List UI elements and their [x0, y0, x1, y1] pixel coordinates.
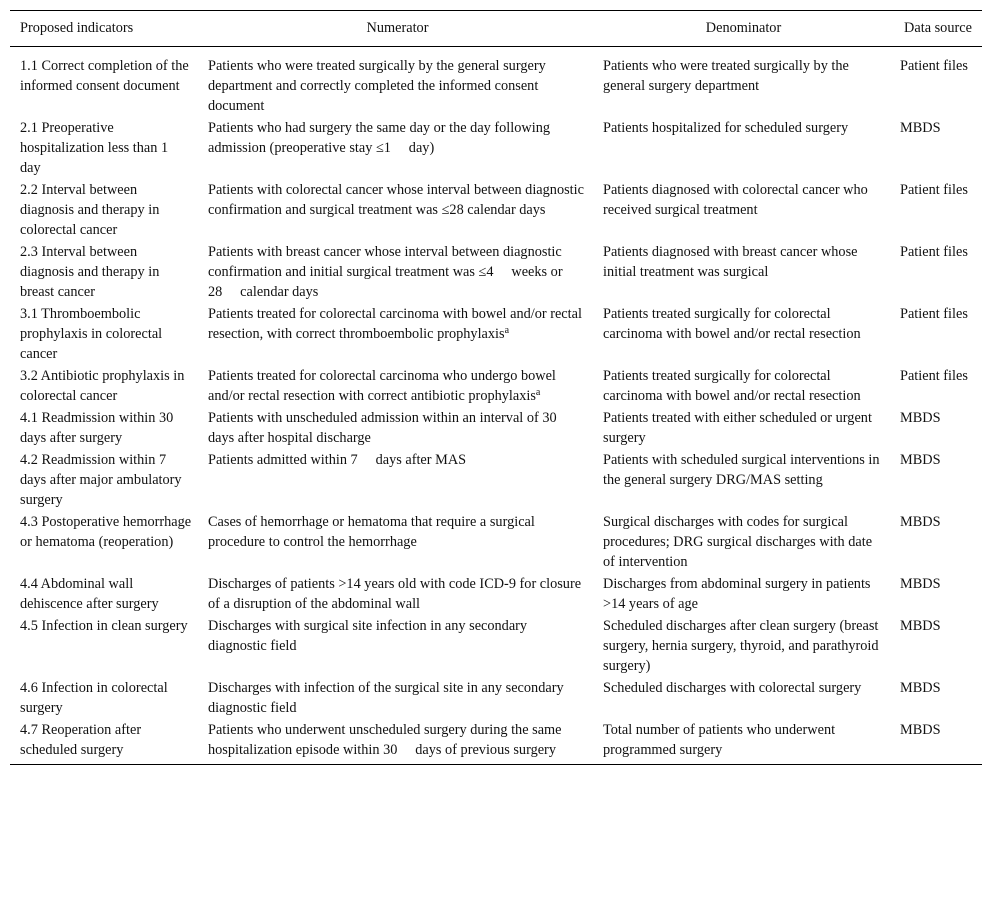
data-source-cell — [890, 408, 982, 450]
table-row — [10, 408, 982, 450]
numerator-cell — [198, 678, 593, 720]
indicator-cell-text: 2.3 Interval between diagnosis and therapy in breast cancer — [20, 244, 160, 300]
indicator-cell-text: 4.4 Abdominal wall dehiscence after surgery — [20, 576, 159, 612]
denominator-cell-text: Discharges from abdominal surgery in patients >14 years of age — [603, 576, 871, 612]
data-source-cell — [890, 720, 982, 765]
numerator-cell — [198, 366, 593, 408]
table-row — [10, 450, 982, 512]
numerator-cell-text: Patients with breast cancer whose interval between diagnostic confirmation and initial surgical treatment was ≤4 weeks or 28 calendar days — [208, 244, 563, 300]
footnote-marker: a — [504, 325, 510, 336]
indicator-cell-text: 2.1 Preoperative hospitalization less than 1 day — [20, 120, 169, 176]
indicator-cell-text: 4.2 Readmission within 7 days after major ambulatory surgery — [20, 452, 182, 508]
table-row — [10, 304, 982, 366]
numerator-cell-text: Discharges of patients >14 years old with code ICD-9 for closure of a disruption of the abdominal wall — [208, 576, 582, 612]
table-row — [10, 180, 982, 242]
header-data-source: Data source — [904, 20, 972, 36]
indicator-cell-text: 3.1 Thromboembolic prophylaxis in colorectal cancer — [20, 306, 163, 362]
denominator-cell-text: Scheduled discharges with colorectal surgery — [603, 680, 862, 696]
numerator-cell — [198, 118, 593, 180]
denominator-cell — [593, 574, 890, 616]
table-row — [10, 616, 982, 678]
indicator-cell — [10, 616, 198, 678]
data-source-cell-text: MBDS — [900, 722, 941, 738]
denominator-cell — [593, 242, 890, 304]
data-source-cell — [890, 450, 982, 512]
denominator-cell — [593, 450, 890, 512]
denominator-cell-text: Patients hospitalized for scheduled surgery — [603, 120, 849, 136]
denominator-cell — [593, 47, 890, 119]
denominator-cell-text: Patients treated with either scheduled or urgent surgery — [603, 410, 872, 446]
table-row — [10, 366, 982, 408]
data-source-cell — [890, 304, 982, 366]
header-numerator: Numerator — [366, 20, 429, 36]
numerator-cell — [198, 408, 593, 450]
numerator-cell — [198, 304, 593, 366]
denominator-cell-text: Surgical discharges with codes for surgical procedures; DRG surgical discharges with date of intervention — [603, 514, 873, 570]
indicator-cell-text: 4.5 Infection in clean surgery — [20, 618, 188, 634]
indicator-cell — [10, 450, 198, 512]
data-source-cell-text: Patient files — [900, 368, 968, 384]
numerator-cell-text: Patients with colorectal cancer whose interval between diagnostic confirmation and surgical treatment was ≤28 calendar days — [208, 182, 584, 218]
data-source-cell — [890, 180, 982, 242]
numerator-cell-text: Patients who underwent unscheduled surgery during the same hospitalization episode within 30 days of previous surgery — [208, 722, 562, 758]
data-source-cell — [890, 678, 982, 720]
numerator-cell-text: Patients who had surgery the same day or the day following admission (preoperative stay ≤1 day) — [208, 120, 550, 156]
indicator-cell — [10, 512, 198, 574]
table-header — [10, 11, 982, 47]
denominator-cell-text: Patients who were treated surgically by the general surgery department — [603, 58, 849, 94]
denominator-cell — [593, 180, 890, 242]
indicator-cell — [10, 678, 198, 720]
denominator-cell-text: Patients treated surgically for colorectal carcinoma with bowel and/or rectal resection — [603, 306, 861, 342]
data-source-cell-text: MBDS — [900, 410, 941, 426]
data-source-cell — [890, 574, 982, 616]
denominator-cell-text: Patients diagnosed with breast cancer whose initial treatment was surgical — [603, 244, 858, 280]
numerator-cell-text: Discharges with surgical site infection in any secondary diagnostic field — [208, 618, 528, 654]
header-proposed-indicators: Proposed indicators — [20, 20, 134, 36]
indicator-cell-text: 2.2 Interval between diagnosis and therapy in colorectal cancer — [20, 182, 160, 238]
data-source-cell-text: Patient files — [900, 244, 968, 260]
numerator-cell-text: Patients treated for colorectal carcinoma who undergo bowel and/or rectal resection with correct antibiotic prophylaxis — [208, 368, 556, 404]
table-row — [10, 118, 982, 180]
data-source-cell-text: MBDS — [900, 514, 941, 530]
denominator-cell-text: Total number of patients who underwent programmed surgery — [603, 722, 836, 758]
data-source-cell-text: MBDS — [900, 576, 941, 592]
numerator-cell-text: Patients treated for colorectal carcinoma with bowel and/or rectal resection, with correct thromboembolic prophylaxis — [208, 306, 582, 342]
indicator-cell — [10, 304, 198, 366]
denominator-cell — [593, 512, 890, 574]
data-source-cell-text: MBDS — [900, 452, 941, 468]
numerator-cell-text: Discharges with infection of the surgical site in any secondary diagnostic field — [208, 680, 564, 716]
denominator-cell-text: Scheduled discharges after clean surgery (breast surgery, hernia surgery, thyroid, and parathyroid surgery) — [603, 618, 879, 674]
indicator-cell — [10, 720, 198, 765]
indicator-cell-text: 4.6 Infection in colorectal surgery — [20, 680, 168, 716]
numerator-cell-text: Cases of hemorrhage or hematoma that require a surgical procedure to control the hemorrhage — [208, 514, 535, 550]
denominator-cell — [593, 118, 890, 180]
indicator-cell-text: 4.3 Postoperative hemorrhage or hematoma (reoperation) — [20, 514, 192, 550]
numerator-cell — [198, 512, 593, 574]
table-row — [10, 242, 982, 304]
numerator-cell — [198, 47, 593, 119]
indicator-cell-text: 4.1 Readmission within 30 days after surgery — [20, 410, 174, 446]
data-source-cell — [890, 366, 982, 408]
indicator-cell — [10, 366, 198, 408]
denominator-cell — [593, 408, 890, 450]
footnote-marker: a — [535, 387, 541, 398]
numerator-cell-text: Patients who were treated surgically by the general surgery department and correctly completed the informed consent document — [208, 58, 546, 114]
data-source-cell — [890, 242, 982, 304]
indicator-cell — [10, 118, 198, 180]
indicator-cell-text: 3.2 Antibiotic prophylaxis in colorectal cancer — [20, 368, 185, 404]
numerator-cell — [198, 180, 593, 242]
numerator-cell — [198, 242, 593, 304]
numerator-cell — [198, 574, 593, 616]
data-source-cell — [890, 47, 982, 119]
numerator-cell — [198, 616, 593, 678]
numerator-cell-text: Patients admitted within 7 days after MAS — [208, 452, 467, 468]
denominator-cell — [593, 366, 890, 408]
data-source-cell — [890, 118, 982, 180]
table-row — [10, 678, 982, 720]
indicator-cell — [10, 242, 198, 304]
data-source-cell-text: MBDS — [900, 120, 941, 136]
denominator-cell — [593, 616, 890, 678]
denominator-cell-text: Patients with scheduled surgical interventions in the general surgery DRG/MAS setting — [603, 452, 880, 488]
table-row — [10, 720, 982, 765]
numerator-cell-text: Patients with unscheduled admission within an interval of 30 days after hospital discharge — [208, 410, 571, 446]
numerator-cell — [198, 720, 593, 765]
indicators-table — [10, 10, 982, 765]
table-body — [10, 47, 982, 765]
table-row — [10, 47, 982, 119]
indicators-table-container — [10, 10, 982, 765]
data-source-cell-text: MBDS — [900, 618, 941, 634]
denominator-cell — [593, 720, 890, 765]
denominator-cell-text: Patients treated surgically for colorectal carcinoma with bowel and/or rectal resection — [603, 368, 861, 404]
denominator-cell-text: Patients diagnosed with colorectal cancer who received surgical treatment — [603, 182, 868, 218]
indicator-cell-text: 1.1 Correct completion of the informed consent document — [20, 58, 189, 94]
denominator-cell — [593, 304, 890, 366]
indicator-cell-text: 4.7 Reoperation after scheduled surgery — [20, 722, 142, 758]
table-row — [10, 574, 982, 616]
data-source-cell — [890, 616, 982, 678]
data-source-cell-text: MBDS — [900, 680, 941, 696]
header-denominator: Denominator — [705, 20, 782, 36]
header-row — [10, 11, 982, 47]
data-source-cell — [890, 512, 982, 574]
indicator-cell — [10, 574, 198, 616]
denominator-cell — [593, 678, 890, 720]
data-source-cell-text: Patient files — [900, 58, 968, 74]
table-row — [10, 512, 982, 574]
indicator-cell — [10, 47, 198, 119]
data-source-cell-text: Patient files — [900, 182, 968, 198]
numerator-cell — [198, 450, 593, 512]
data-source-cell-text: Patient files — [900, 306, 968, 322]
indicator-cell — [10, 408, 198, 450]
indicator-cell — [10, 180, 198, 242]
